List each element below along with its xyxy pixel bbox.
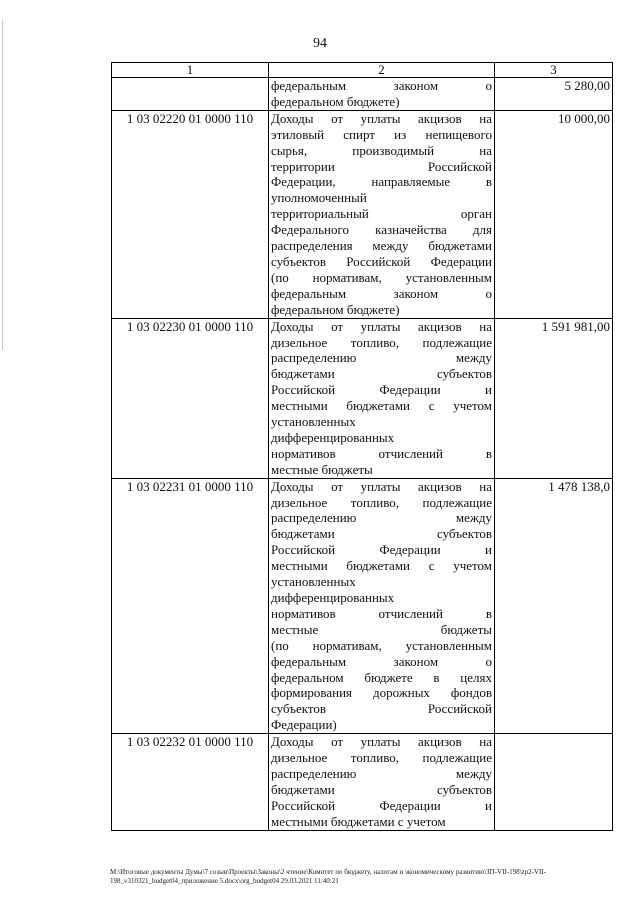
description-line: сырья, производимый на <box>271 142 492 158</box>
description-line: местными бюджетами с учетом <box>271 813 446 829</box>
description-line: Российской Федерации и <box>271 797 492 813</box>
description-line: Федерального казначейства для <box>271 222 492 238</box>
description-line: распределению между <box>271 765 492 781</box>
description-line: дифференцированных <box>271 429 395 445</box>
table-row <box>112 478 613 734</box>
budget-code-cell: 1 03 02231 01 0000 110 <box>112 478 269 734</box>
footer-line-1: M:\Итоговые документы Думы\7 созыв\Проекты\Законы\2 чтение\Комитет по бюджету, налогам и экономическому развитию\ЗП-VII-198\zp2-VII- <box>110 868 547 876</box>
description-line: местные бюджеты <box>271 621 492 637</box>
description-line: субъектов Российской Федерации <box>271 253 492 269</box>
table-row <box>112 318 613 478</box>
budget-table <box>111 62 613 831</box>
description-cell <box>269 734 495 830</box>
description-line: распределению между <box>271 350 492 366</box>
budget-code-cell: 1 03 02230 01 0000 110 <box>112 318 269 478</box>
description-line: распределения между бюджетами <box>271 238 492 254</box>
description-line: установленных <box>271 414 356 430</box>
description-line: Российской Федерации и <box>271 382 492 398</box>
amount-cell: 1 591 981,00 <box>495 318 613 478</box>
description-line: уполномоченный <box>271 190 367 206</box>
description-line: субъектов Российской <box>271 701 492 717</box>
description-line: Федерации) <box>271 717 337 733</box>
description-line: нормативов отчислений в <box>271 445 492 461</box>
description-line: бюджетами субъектов <box>271 526 492 542</box>
description-line: федеральном бюджете в целях <box>271 669 492 685</box>
amount-cell: 5 280,00 <box>495 78 613 111</box>
column-header-amount: 3 <box>495 63 613 78</box>
description-line: местные бюджеты <box>271 461 373 477</box>
description-line: местными бюджетами с учетом <box>271 398 492 414</box>
table-body <box>112 78 613 831</box>
description-cell <box>269 110 495 318</box>
description-line: распределению между <box>271 510 492 526</box>
description-cell <box>269 478 495 734</box>
table-row <box>112 110 613 318</box>
budget-code-cell: 1 03 02220 01 0000 110 <box>112 110 269 318</box>
table-header-row <box>112 63 613 78</box>
description-line: (по нормативам, установленным <box>271 637 492 653</box>
column-header-code: 1 <box>112 63 269 78</box>
description-line: Федерации, направляемые в <box>271 174 492 190</box>
description-line: дизельное топливо, подлежащие <box>271 494 492 510</box>
amount-cell: 10 000,00 <box>495 110 613 318</box>
description-cell <box>269 318 495 478</box>
description-line: федеральным законом о <box>271 285 492 301</box>
description-line: формирования дорожных фондов <box>271 685 492 701</box>
description-line: федеральном бюджете) <box>271 301 400 317</box>
description-line: местными бюджетами с учетом <box>271 558 492 574</box>
description-cell <box>269 78 495 111</box>
page-number: 94 <box>313 36 327 51</box>
description-line: территориальный орган <box>271 206 492 222</box>
description-line: федеральным законом о <box>271 78 492 93</box>
description-line: федеральном бюджете) <box>271 93 400 109</box>
description-line: Доходы от уплаты акцизов на <box>271 110 492 126</box>
amount-cell: 1 478 138,0 <box>495 478 613 734</box>
description-line: федеральным законом о <box>271 653 492 669</box>
description-line: дифференцированных <box>271 590 395 605</box>
description-line: территории Российской <box>271 158 492 174</box>
amount-cell <box>495 734 613 830</box>
description-line: бюджетами субъектов <box>271 781 492 797</box>
table-row <box>112 734 613 830</box>
scan-edge-mark <box>2 20 3 350</box>
description-line: Доходы от уплаты акцизов на <box>271 318 492 334</box>
table-row <box>112 78 613 111</box>
description-line: дизельное топливо, подлежащие <box>271 750 492 766</box>
column-header-description: 2 <box>269 63 495 78</box>
description-line: (по нормативам, установленным <box>271 269 492 285</box>
budget-code-cell <box>112 78 269 111</box>
description-line: нормативов отчислений в <box>271 605 492 621</box>
description-line: Доходы от уплаты акцизов на <box>271 478 492 494</box>
description-line: установленных <box>271 574 356 590</box>
budget-code-cell: 1 03 02232 01 0000 110 <box>112 734 269 830</box>
description-line: Российской Федерации и <box>271 542 492 558</box>
description-line: этиловый спирт из непищевого <box>271 126 492 142</box>
file-path-footer <box>110 868 615 886</box>
description-line: дизельное топливо, подлежащие <box>271 334 492 350</box>
description-line: бюджетами субъектов <box>271 366 492 382</box>
footer-line-2: 198_v310321_budget04_приложение 5.docx\org_budget04 29.03.2021 11:40:21 <box>110 877 339 885</box>
description-line: Доходы от уплаты акцизов на <box>271 734 492 750</box>
